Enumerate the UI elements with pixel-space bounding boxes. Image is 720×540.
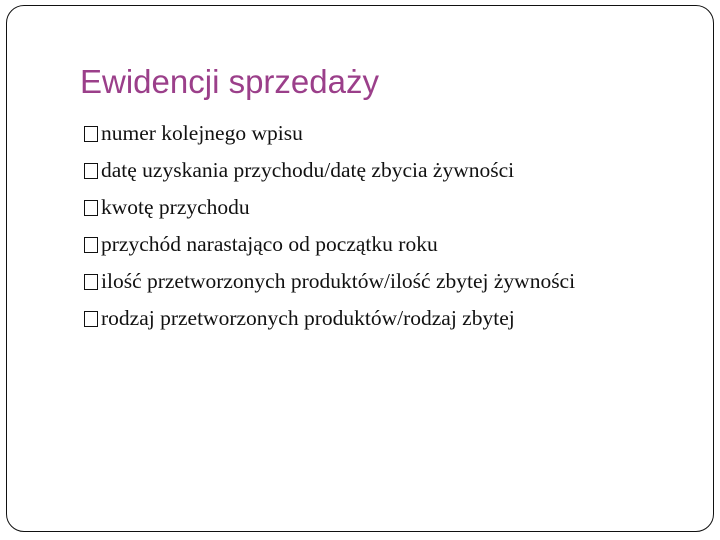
bullet-item: [84, 229, 684, 260]
bullet-box-icon: [84, 163, 98, 179]
bullet-text: kwotę przychodu: [101, 195, 250, 219]
bullet-text: numer kolejnego wpisu: [101, 121, 303, 145]
bullet-item: [84, 192, 684, 223]
slide-title: Ewidencji sprzedaży: [80, 63, 379, 100]
bullet-box-icon: [84, 126, 98, 142]
bullet-box-icon: [84, 237, 98, 253]
bullet-text: datę uzyskania przychodu/datę zbycia żywności: [101, 158, 515, 182]
bullet-item: [84, 118, 684, 149]
bullet-box-icon: [84, 200, 98, 216]
bullet-text: rodzaj przetworzonych produktów/rodzaj zbytej: [101, 306, 515, 330]
bullet-box-icon: [84, 311, 98, 327]
bullet-box-icon: [84, 274, 98, 290]
bullet-item: [84, 266, 684, 297]
bullet-list: [84, 118, 684, 340]
bullet-text: ilość przetworzonych produktów/ilość zbytej żywności: [101, 269, 576, 293]
bullet-item: [84, 303, 684, 334]
bullet-text: przychód narastająco od początku roku: [101, 232, 438, 256]
bullet-item: [84, 155, 684, 186]
